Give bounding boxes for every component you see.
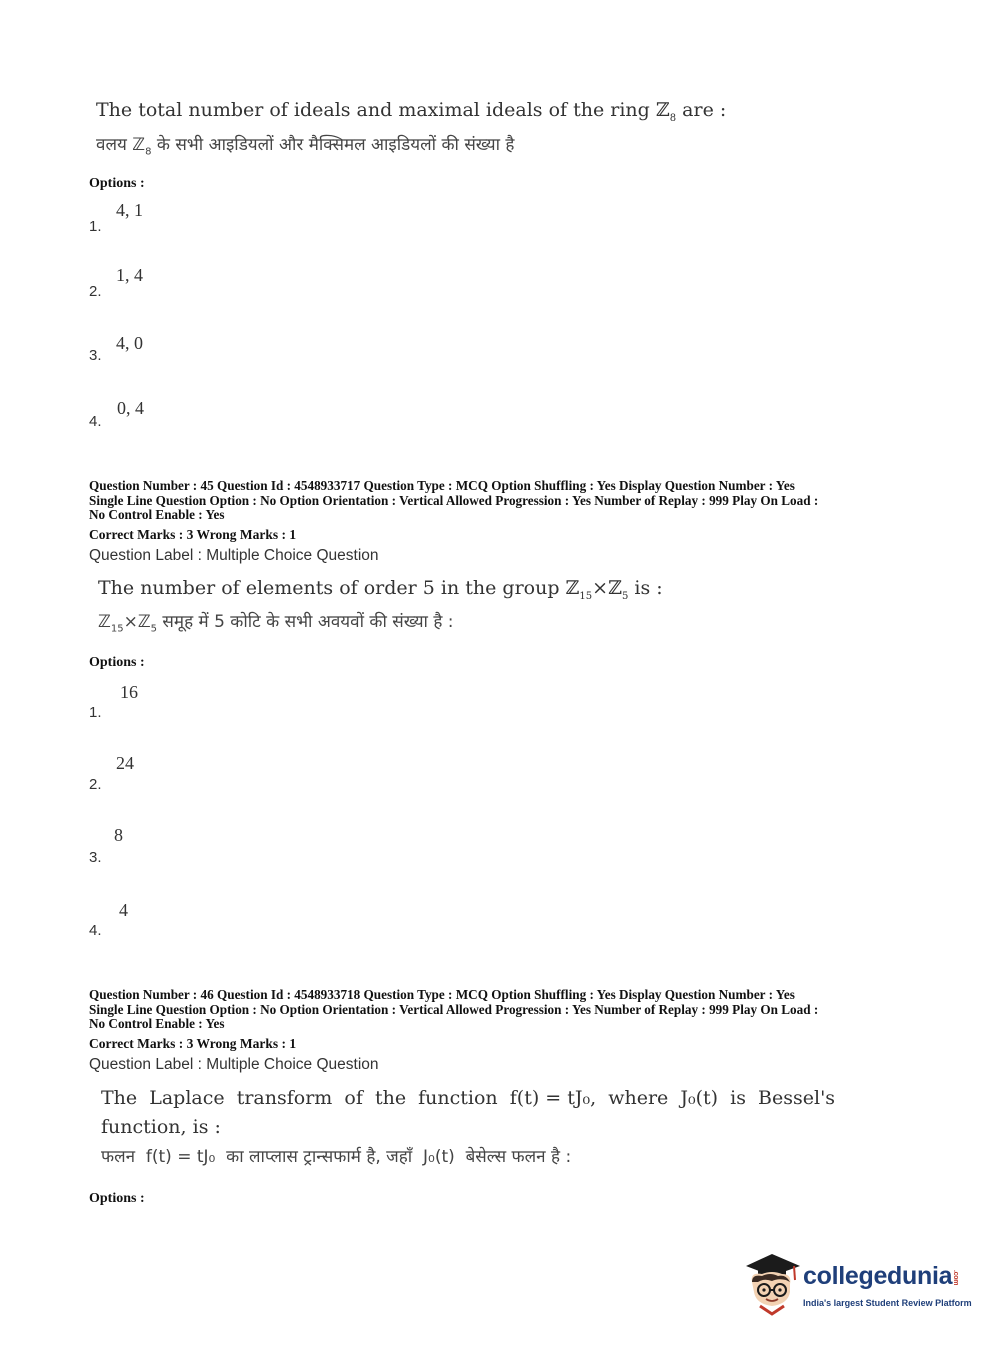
q45-option-2-value: 24: [116, 753, 134, 773]
group-subscript: 15: [579, 590, 593, 602]
q44-english-part-a: The total number of ideals and maximal ideals of the ring: [96, 99, 656, 121]
q45-option-3-number: 3.: [89, 849, 102, 866]
q46-metadata: [89, 988, 919, 1032]
q44-option-3-number: 3.: [89, 347, 102, 364]
q44-option-1-value: 4, 1: [116, 200, 143, 220]
q45-option-1-value: 16: [120, 682, 138, 702]
question-45-english: [98, 577, 663, 602]
brand-name: [803, 1262, 959, 1291]
group-subscript: 15: [110, 623, 124, 635]
question-45-hindi: [98, 609, 454, 634]
brand-suffix: .com: [952, 1269, 960, 1285]
q45-option-4-number: 4.: [89, 922, 102, 939]
q45-options-label: Options :: [89, 655, 145, 670]
q46-meta-line-3: No Control Enable : Yes: [89, 1016, 225, 1031]
q45-hindi-part-b: समूह में 5 कोटि के सभी अवयवों की संख्या है :: [157, 612, 454, 632]
q44-hindi-part-a: वलय: [96, 135, 133, 155]
q44-hindi-part-b: के सभी आइडियलों और मैक्सिमल आइडियलों की संख्या है: [151, 135, 515, 155]
q45-option-4-value: 4: [119, 900, 128, 920]
q44-option-2-value: 1, 4: [116, 265, 143, 285]
ring-symbol: ℤ: [132, 135, 146, 155]
q45-option-1-number: 1.: [89, 704, 102, 721]
q44-option-1-number: 1.: [89, 218, 102, 235]
ring-subscript: 8: [145, 146, 152, 158]
mascot-icon: [742, 1248, 802, 1318]
group-symbol: ℤ: [137, 612, 151, 632]
q44-english-part-b: are :: [676, 99, 727, 121]
q45-question-label: Question Label : Multiple Choice Question: [89, 547, 379, 564]
times-symbol: ×: [592, 577, 609, 599]
q45-metadata: [89, 479, 919, 523]
q44-option-4-value: 0, 4: [117, 398, 144, 418]
q44-option-4-number: 4.: [89, 413, 102, 430]
q45-meta-line-1: Question Number : 45 Question Id : 4548933717 Question Type : MCQ Option Shuffling : Yes Display Question Number : Yes: [89, 478, 795, 493]
brand-wordmark: collegedunia: [803, 1262, 953, 1290]
ring-subscript: 8: [669, 112, 677, 124]
brand-tagline: India's largest Student Review Platform: [803, 1298, 972, 1308]
question-46-english-line-2: function, is :: [101, 1116, 221, 1138]
q44-option-2-number: 2.: [89, 283, 102, 300]
q46-marks: Correct Marks : 3 Wrong Marks : 1: [89, 1036, 297, 1051]
q46-meta-line-2: Single Line Question Option : No Option Orientation : Vertical Allowed Progression : Yes Number of Replay : 999 Play On Load :: [89, 1001, 819, 1017]
group-subscript: 5: [621, 590, 629, 602]
question-44-hindi: [96, 132, 514, 157]
question-46-hindi: फलन f(t) = tJ₀ का लाप्लास ट्रान्सफार्म है, जहाँ J₀(t) बेसेल्स फलन है :: [101, 1147, 572, 1167]
q45-english-part-b: is :: [628, 577, 663, 599]
question-44-english: [96, 99, 726, 124]
group-symbol: ℤ: [608, 577, 622, 599]
q44-option-3-value: 4, 0: [116, 333, 143, 353]
ring-symbol: ℤ: [655, 99, 670, 121]
times-symbol: ×: [123, 612, 138, 632]
group-symbol: ℤ: [98, 612, 111, 632]
q46-options-label: Options :: [89, 1191, 145, 1206]
q45-option-3-value: 8: [114, 825, 123, 845]
q45-english-part-a: The number of elements of order 5 in the group: [98, 577, 566, 599]
q45-meta-line-2: Single Line Question Option : No Option Orientation : Vertical Allowed Progression : Yes Number of Replay : 999 Play On Load :: [89, 492, 819, 508]
q45-meta-line-3: No Control Enable : Yes: [89, 507, 225, 522]
q45-option-2-number: 2.: [89, 776, 102, 793]
q45-marks: Correct Marks : 3 Wrong Marks : 1: [89, 527, 297, 542]
group-symbol: ℤ: [565, 577, 580, 599]
group-subscript: 5: [150, 623, 158, 635]
q46-meta-line-1: Question Number : 46 Question Id : 4548933718 Question Type : MCQ Option Shuffling : Yes Display Question Number : Yes: [89, 987, 795, 1002]
q44-options-label: Options :: [89, 176, 145, 191]
q46-question-label: Question Label : Multiple Choice Question: [89, 1056, 379, 1073]
question-46-english-line-1: The Laplace transform of the function f(t) = tJ₀, where J₀(t) is Bessel's: [101, 1087, 836, 1109]
collegedunia-logo: [742, 1248, 972, 1318]
